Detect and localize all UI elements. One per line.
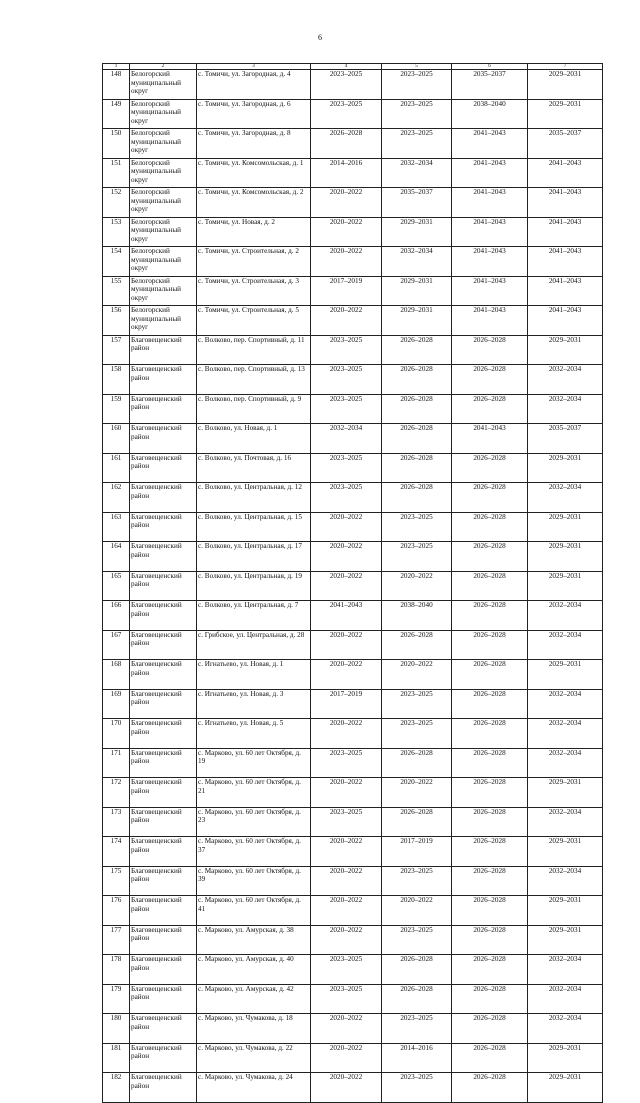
table-row (103, 276, 603, 306)
period-cell-col7: 2032–2034 (528, 748, 603, 778)
period-cell-col7: 2032–2034 (528, 807, 603, 837)
period-cell-col7: 2032–2034 (528, 1014, 603, 1044)
period-cell-col6: 2041–2043 (452, 129, 528, 159)
period-cell-col7: 2029–2031 (528, 1043, 603, 1073)
period-cell-col4: 2020–2022 (311, 571, 382, 601)
table-row (103, 719, 603, 749)
table-row (103, 335, 603, 365)
period-cell-col4: 2023–2025 (311, 984, 382, 1014)
period-cell-col6: 2026–2028 (452, 896, 528, 926)
municipality-cell: Благовещенский район (130, 837, 197, 867)
period-cell-col4: 2020–2022 (311, 247, 382, 277)
period-cell-col5: 2035–2037 (382, 188, 452, 218)
table-row (103, 837, 603, 867)
period-cell-col7: 2032–2034 (528, 394, 603, 424)
period-cell-col4: 2023–2025 (311, 453, 382, 483)
municipality-cell: Благовещенский район (130, 512, 197, 542)
period-cell-col6: 2026–2028 (452, 512, 528, 542)
period-cell-col7: 2035–2037 (528, 424, 603, 454)
period-cell-col7: 2032–2034 (528, 955, 603, 985)
municipality-cell: Благовещенский район (130, 1043, 197, 1073)
period-cell-col5: 2026–2028 (382, 630, 452, 660)
table-row (103, 247, 603, 277)
period-cell-col4: 2020–2022 (311, 188, 382, 218)
period-cell-col5: 2023–2025 (382, 689, 452, 719)
period-cell-col7: 2029–2031 (528, 837, 603, 867)
row-number: 165 (103, 571, 130, 601)
period-cell-col6: 2041–2043 (452, 188, 528, 218)
municipality-cell: Благовещенский район (130, 955, 197, 985)
column-header: 5 (382, 64, 452, 70)
table-row (103, 1014, 603, 1044)
address-cell: с. Марково, ул. 60 лет Октября, д. 19 (197, 748, 311, 778)
period-cell-col4: 2023–2025 (311, 807, 382, 837)
table-row (103, 424, 603, 454)
address-cell: с. Томичи, ул. Загородная, д. 4 (197, 70, 311, 100)
period-cell-col5: 2026–2028 (382, 807, 452, 837)
table-row (103, 866, 603, 896)
column-header: 1 (103, 64, 130, 70)
address-cell: с. Волково, пер. Спортивный, д. 13 (197, 365, 311, 395)
period-cell-col6: 2026–2028 (452, 453, 528, 483)
period-cell-col7: 2029–2031 (528, 896, 603, 926)
period-cell-col4: 2020–2022 (311, 1014, 382, 1044)
municipality-cell: Благовещенский район (130, 866, 197, 896)
table-row (103, 778, 603, 808)
period-cell-col6: 2026–2028 (452, 483, 528, 513)
period-cell-col4: 2023–2025 (311, 99, 382, 129)
row-number: 176 (103, 896, 130, 926)
period-cell-col7: 2032–2034 (528, 984, 603, 1014)
row-number: 148 (103, 70, 130, 100)
municipality-cell: Белогорский муниципальный округ (130, 217, 197, 247)
period-cell-col4: 2020–2022 (311, 896, 382, 926)
period-cell-col5: 2023–2025 (382, 542, 452, 572)
period-cell-col6: 2035–2037 (452, 70, 528, 100)
period-cell-col4: 2020–2022 (311, 778, 382, 808)
table-row (103, 99, 603, 129)
table-row (103, 1043, 603, 1073)
address-cell: с. Марково, ул. 60 лет Октября, д. 41 (197, 896, 311, 926)
period-cell-col5: 2023–2025 (382, 129, 452, 159)
row-number: 173 (103, 807, 130, 837)
column-header: 7 (528, 64, 603, 70)
period-cell-col4: 2041–2043 (311, 601, 382, 631)
page-number: 6 (318, 33, 322, 42)
period-cell-col5: 2026–2028 (382, 955, 452, 985)
period-cell-col6: 2026–2028 (452, 1014, 528, 1044)
municipality-cell: Белогорский муниципальный округ (130, 70, 197, 100)
row-number: 154 (103, 247, 130, 277)
address-cell: с. Марково, ул. Амурская, д. 40 (197, 955, 311, 985)
table-row (103, 660, 603, 690)
period-cell-col4: 2020–2022 (311, 925, 382, 955)
period-cell-col6: 2026–2028 (452, 984, 528, 1014)
table-row (103, 453, 603, 483)
municipality-cell: Белогорский муниципальный округ (130, 158, 197, 188)
period-cell-col5: 2029–2031 (382, 306, 452, 336)
row-number: 160 (103, 424, 130, 454)
address-cell: с. Марково, ул. Амурская, д. 38 (197, 925, 311, 955)
period-cell-col6: 2026–2028 (452, 866, 528, 896)
period-cell-col4: 2023–2025 (311, 394, 382, 424)
period-cell-col4: 2023–2025 (311, 70, 382, 100)
row-number: 149 (103, 99, 130, 129)
period-cell-col5: 2032–2034 (382, 158, 452, 188)
table-row (103, 217, 603, 247)
municipality-cell: Благовещенский район (130, 807, 197, 837)
column-header: 4 (311, 64, 382, 70)
period-cell-col4: 2020–2022 (311, 542, 382, 572)
municipality-cell: Благовещенский район (130, 483, 197, 513)
period-cell-col5: 2038–2040 (382, 601, 452, 631)
table-row (103, 984, 603, 1014)
address-cell: с. Волково, пер. Спортивный, д. 11 (197, 335, 311, 365)
municipality-cell: Белогорский муниципальный округ (130, 188, 197, 218)
table-row (103, 925, 603, 955)
period-cell-col7: 2032–2034 (528, 483, 603, 513)
column-header: 6 (452, 64, 528, 70)
period-cell-col7: 2029–2031 (528, 99, 603, 129)
period-cell-col7: 2041–2043 (528, 188, 603, 218)
period-cell-col6: 2026–2028 (452, 335, 528, 365)
municipality-cell: Благовещенский район (130, 1073, 197, 1103)
period-cell-col6: 2026–2028 (452, 955, 528, 985)
address-cell: с. Томичи, ул. Строительная, д. 5 (197, 306, 311, 336)
address-cell: с. Волково, ул. Новая, д. 1 (197, 424, 311, 454)
municipality-cell: Благовещенский район (130, 571, 197, 601)
row-number: 158 (103, 365, 130, 395)
address-cell: с. Волково, ул. Центральная, д. 17 (197, 542, 311, 572)
period-cell-col7: 2029–2031 (528, 512, 603, 542)
row-number: 167 (103, 630, 130, 660)
period-cell-col4: 2020–2022 (311, 306, 382, 336)
period-cell-col4: 2026–2028 (311, 129, 382, 159)
address-cell: с. Томичи, ул. Строительная, д. 2 (197, 247, 311, 277)
municipality-cell: Благовещенский район (130, 719, 197, 749)
period-cell-col5: 2023–2025 (382, 1014, 452, 1044)
address-cell: с. Игнатьево, ул. Новая, д. 1 (197, 660, 311, 690)
row-number: 168 (103, 660, 130, 690)
municipality-cell: Белогорский муниципальный округ (130, 306, 197, 336)
address-cell: с. Волково, ул. Центральная, д. 19 (197, 571, 311, 601)
period-cell-col4: 2023–2025 (311, 748, 382, 778)
row-number: 172 (103, 778, 130, 808)
row-number: 156 (103, 306, 130, 336)
address-cell: с. Волково, ул. Центральная, д. 7 (197, 601, 311, 631)
period-cell-col6: 2026–2028 (452, 1043, 528, 1073)
period-cell-col7: 2032–2034 (528, 866, 603, 896)
housing-repair-table (102, 63, 603, 1103)
row-number: 163 (103, 512, 130, 542)
address-cell: с. Волково, ул. Центральная, д. 12 (197, 483, 311, 513)
address-cell: с. Томичи, ул. Новая, д. 2 (197, 217, 311, 247)
period-cell-col6: 2026–2028 (452, 778, 528, 808)
period-cell-col6: 2026–2028 (452, 837, 528, 867)
address-cell: с. Грибское, ул. Центральная, д. 28 (197, 630, 311, 660)
table-row (103, 394, 603, 424)
period-cell-col7: 2041–2043 (528, 247, 603, 277)
period-cell-col7: 2041–2043 (528, 306, 603, 336)
address-cell: с. Томичи, ул. Загородная, д. 8 (197, 129, 311, 159)
table-row (103, 306, 603, 336)
period-cell-col6: 2041–2043 (452, 424, 528, 454)
period-cell-col5: 2017–2019 (382, 837, 452, 867)
period-cell-col7: 2032–2034 (528, 365, 603, 395)
municipality-cell: Белогорский муниципальный округ (130, 99, 197, 129)
period-cell-col6: 2026–2028 (452, 630, 528, 660)
period-cell-col4: 2020–2022 (311, 1073, 382, 1103)
address-cell: с. Томичи, ул. Строительная, д. 3 (197, 276, 311, 306)
address-cell: с. Марково, ул. 60 лет Октября, д. 39 (197, 866, 311, 896)
row-number: 179 (103, 984, 130, 1014)
table-row (103, 571, 603, 601)
period-cell-col6: 2026–2028 (452, 1073, 528, 1103)
row-number: 161 (103, 453, 130, 483)
address-cell: с. Томичи, ул. Комсомольская, д. 2 (197, 188, 311, 218)
period-cell-col5: 2029–2031 (382, 276, 452, 306)
period-cell-col5: 2020–2022 (382, 896, 452, 926)
period-cell-col4: 2017–2019 (311, 276, 382, 306)
address-cell: с. Игнатьево, ул. Новая, д. 5 (197, 719, 311, 749)
period-cell-col6: 2026–2028 (452, 542, 528, 572)
period-cell-col7: 2029–2031 (528, 335, 603, 365)
period-cell-col5: 2026–2028 (382, 984, 452, 1014)
period-cell-col7: 2032–2034 (528, 689, 603, 719)
period-cell-col5: 2023–2025 (382, 512, 452, 542)
table-body (103, 64, 603, 1103)
municipality-cell: Благовещенский район (130, 601, 197, 631)
period-cell-col5: 2023–2025 (382, 925, 452, 955)
row-number: 153 (103, 217, 130, 247)
period-cell-col7: 2041–2043 (528, 276, 603, 306)
period-cell-col7: 2029–2031 (528, 571, 603, 601)
municipality-cell: Благовещенский район (130, 630, 197, 660)
row-number: 181 (103, 1043, 130, 1073)
period-cell-col6: 2026–2028 (452, 394, 528, 424)
period-cell-col5: 2023–2025 (382, 866, 452, 896)
municipality-cell: Благовещенский район (130, 453, 197, 483)
period-cell-col6: 2026–2028 (452, 719, 528, 749)
municipality-cell: Благовещенский район (130, 689, 197, 719)
municipality-cell: Благовещенский район (130, 984, 197, 1014)
period-cell-col7: 2032–2034 (528, 630, 603, 660)
period-cell-col7: 2041–2043 (528, 217, 603, 247)
period-cell-col4: 2020–2022 (311, 1043, 382, 1073)
period-cell-col5: 2026–2028 (382, 453, 452, 483)
period-cell-col4: 2020–2022 (311, 217, 382, 247)
period-cell-col5: 2032–2034 (382, 247, 452, 277)
period-cell-col5: 2026–2028 (382, 483, 452, 513)
address-cell: с. Игнатьево, ул. Новая, д. 3 (197, 689, 311, 719)
period-cell-col6: 2026–2028 (452, 365, 528, 395)
period-cell-col4: 2023–2025 (311, 483, 382, 513)
period-cell-col7: 2029–2031 (528, 542, 603, 572)
period-cell-col4: 2020–2022 (311, 630, 382, 660)
row-number: 177 (103, 925, 130, 955)
address-cell: с. Марково, ул. 60 лет Октября, д. 37 (197, 837, 311, 867)
municipality-cell: Благовещенский район (130, 365, 197, 395)
municipality-cell: Благовещенский район (130, 660, 197, 690)
period-cell-col6: 2026–2028 (452, 571, 528, 601)
row-number: 152 (103, 188, 130, 218)
period-cell-col5: 2020–2022 (382, 778, 452, 808)
row-number: 175 (103, 866, 130, 896)
municipality-cell: Благовещенский район (130, 394, 197, 424)
municipality-cell: Белогорский муниципальный округ (130, 247, 197, 277)
period-cell-col6: 2026–2028 (452, 660, 528, 690)
period-cell-col5: 2020–2022 (382, 660, 452, 690)
period-cell-col4: 2023–2025 (311, 335, 382, 365)
period-cell-col4: 2020–2022 (311, 866, 382, 896)
municipality-cell: Белогорский муниципальный округ (130, 276, 197, 306)
period-cell-col5: 2023–2025 (382, 70, 452, 100)
period-cell-col4: 2014–2016 (311, 158, 382, 188)
period-cell-col5: 2023–2025 (382, 719, 452, 749)
address-cell: с. Марково, ул. Амурская, д. 42 (197, 984, 311, 1014)
period-cell-col4: 2032–2034 (311, 424, 382, 454)
row-number: 169 (103, 689, 130, 719)
period-cell-col6: 2041–2043 (452, 306, 528, 336)
period-cell-col6: 2041–2043 (452, 276, 528, 306)
municipality-cell: Благовещенский район (130, 542, 197, 572)
address-cell: с. Волково, ул. Центральная, д. 15 (197, 512, 311, 542)
row-number: 150 (103, 129, 130, 159)
table-row (103, 70, 603, 100)
period-cell-col4: 2023–2025 (311, 365, 382, 395)
address-cell: с. Марково, ул. Чумакова, д. 18 (197, 1014, 311, 1044)
table-row (103, 188, 603, 218)
row-number: 182 (103, 1073, 130, 1103)
period-cell-col5: 2029–2031 (382, 217, 452, 247)
row-number: 174 (103, 837, 130, 867)
table-row (103, 1073, 603, 1103)
period-cell-col5: 2026–2028 (382, 335, 452, 365)
row-number: 151 (103, 158, 130, 188)
period-cell-col4: 2017–2019 (311, 689, 382, 719)
row-number: 155 (103, 276, 130, 306)
period-cell-col4: 2020–2022 (311, 512, 382, 542)
period-cell-col5: 2023–2025 (382, 99, 452, 129)
row-number: 180 (103, 1014, 130, 1044)
row-number: 159 (103, 394, 130, 424)
period-cell-col6: 2026–2028 (452, 748, 528, 778)
row-number: 178 (103, 955, 130, 985)
municipality-cell: Белогорский муниципальный округ (130, 129, 197, 159)
period-cell-col4: 2020–2022 (311, 837, 382, 867)
period-cell-col5: 2020–2022 (382, 571, 452, 601)
address-cell: с. Волково, ул. Почтовая, д. 16 (197, 453, 311, 483)
period-cell-col7: 2029–2031 (528, 660, 603, 690)
table-row (103, 542, 603, 572)
table-row (103, 483, 603, 513)
period-cell-col7: 2032–2034 (528, 719, 603, 749)
table-row (103, 512, 603, 542)
address-cell: с. Марково, ул. 60 лет Октября, д. 21 (197, 778, 311, 808)
table-row (103, 601, 603, 631)
table-row (103, 630, 603, 660)
row-number: 164 (103, 542, 130, 572)
table-row (103, 689, 603, 719)
period-cell-col5: 2026–2028 (382, 365, 452, 395)
period-cell-col4: 2020–2022 (311, 660, 382, 690)
period-cell-col7: 2029–2031 (528, 1073, 603, 1103)
row-number: 170 (103, 719, 130, 749)
period-cell-col5: 2026–2028 (382, 748, 452, 778)
period-cell-col4: 2020–2022 (311, 719, 382, 749)
period-cell-col7: 2035–2037 (528, 129, 603, 159)
table-row (103, 807, 603, 837)
column-header: 3 (197, 64, 311, 70)
municipality-cell: Благовещенский район (130, 896, 197, 926)
table-row (103, 129, 603, 159)
address-cell: с. Волково, пер. Спортивный, д. 9 (197, 394, 311, 424)
period-cell-col6: 2026–2028 (452, 689, 528, 719)
address-cell: с. Марково, ул. Чумакова, д. 22 (197, 1043, 311, 1073)
period-cell-col6: 2041–2043 (452, 217, 528, 247)
period-cell-col6: 2026–2028 (452, 807, 528, 837)
table-row (103, 955, 603, 985)
period-cell-col7: 2029–2031 (528, 925, 603, 955)
address-cell: с. Марково, ул. Чумакова, д. 24 (197, 1073, 311, 1103)
address-cell: с. Томичи, ул. Комсомольская, д. 1 (197, 158, 311, 188)
table-row (103, 896, 603, 926)
period-cell-col6: 2026–2028 (452, 925, 528, 955)
municipality-cell: Благовещенский район (130, 748, 197, 778)
table-row (103, 158, 603, 188)
column-header: 2 (130, 64, 197, 70)
row-number: 166 (103, 601, 130, 631)
municipality-cell: Благовещенский район (130, 778, 197, 808)
period-cell-col7: 2029–2031 (528, 453, 603, 483)
period-cell-col7: 2029–2031 (528, 70, 603, 100)
row-number: 171 (103, 748, 130, 778)
period-cell-col7: 2041–2043 (528, 158, 603, 188)
period-cell-col6: 2026–2028 (452, 601, 528, 631)
period-cell-col6: 2041–2043 (452, 158, 528, 188)
table-row (103, 748, 603, 778)
municipality-cell: Благовещенский район (130, 335, 197, 365)
municipality-cell: Благовещенский район (130, 925, 197, 955)
address-cell: с. Томичи, ул. Загородная, д. 6 (197, 99, 311, 129)
period-cell-col6: 2038–2040 (452, 99, 528, 129)
period-cell-col5: 2014–2016 (382, 1043, 452, 1073)
period-cell-col5: 2026–2028 (382, 394, 452, 424)
period-cell-col7: 2032–2034 (528, 601, 603, 631)
period-cell-col5: 2023–2025 (382, 1073, 452, 1103)
address-cell: с. Марково, ул. 60 лет Октября, д. 23 (197, 807, 311, 837)
row-number: 162 (103, 483, 130, 513)
municipality-cell: Благовещенский район (130, 424, 197, 454)
period-cell-col4: 2023–2025 (311, 955, 382, 985)
period-cell-col5: 2026–2028 (382, 424, 452, 454)
period-cell-col6: 2041–2043 (452, 247, 528, 277)
municipality-cell: Благовещенский район (130, 1014, 197, 1044)
period-cell-col7: 2029–2031 (528, 778, 603, 808)
table-row (103, 365, 603, 395)
row-number: 157 (103, 335, 130, 365)
